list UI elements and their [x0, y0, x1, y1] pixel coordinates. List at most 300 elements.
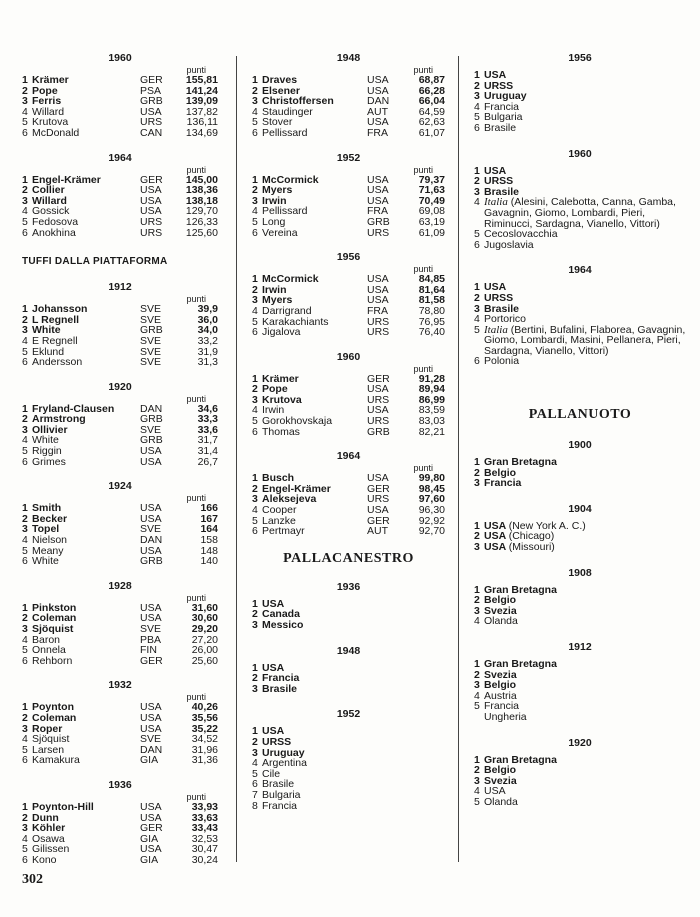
score: 36,0 [197, 313, 218, 326]
nation-code: CAN [140, 126, 163, 139]
rank: 5 [474, 795, 480, 808]
rank: 3 [474, 90, 480, 103]
result-row [22, 834, 218, 845]
athlete-name: Onnela [32, 645, 66, 656]
score: 139,09 [185, 95, 218, 108]
score: 86,99 [418, 393, 445, 406]
nation-code: PBA [140, 633, 162, 646]
result-row [22, 435, 218, 446]
score: 97,60 [418, 493, 445, 506]
athlete-name: Sjöquist [32, 624, 74, 635]
rank: 6 [252, 326, 258, 339]
athlete-name: White [32, 325, 61, 336]
result-row [252, 96, 445, 107]
rank: 3 [474, 604, 480, 617]
rank: 1 [22, 402, 28, 415]
rank: 2 [252, 283, 258, 296]
team-name: Italia [484, 196, 508, 209]
athlete-name: Dunn [32, 812, 59, 824]
rank: 1 [474, 753, 480, 766]
result-row [22, 75, 218, 86]
points-label: punti [186, 493, 206, 504]
rank: 2 [252, 84, 258, 97]
year-heading: 1936 [108, 778, 132, 791]
rank: 1 [474, 658, 480, 670]
team-name: USA [484, 530, 506, 543]
year-heading: 1956 [568, 52, 592, 64]
score: 68,87 [418, 74, 445, 86]
team-name: Belgio [484, 594, 517, 607]
athlete-name: Pertmayr [262, 526, 305, 537]
rank: 6 [474, 121, 480, 134]
result-row [22, 357, 218, 368]
team-row [474, 240, 686, 251]
score: 62,63 [418, 116, 445, 129]
team-note: (Bertini, Bufalini, Flaborea, Gavagnin, Giomo, Lombardi, Masini, Pellanera, Pieri, Sardagna, Vianello, Vittori) [484, 323, 686, 357]
rank: 5 [252, 116, 258, 129]
nation-code: USA [140, 711, 162, 724]
rank: 2 [474, 764, 480, 777]
nation-code: URS [140, 215, 163, 228]
athlete-name: Stover [262, 117, 293, 128]
score: 92,70 [418, 525, 445, 538]
team-name: Cile [262, 767, 281, 780]
year-heading: 1956 [336, 251, 361, 264]
score: 99,80 [418, 472, 445, 485]
rank: 1 [474, 164, 480, 177]
result-row [22, 734, 218, 745]
rank: 2 [474, 291, 480, 304]
score: 31,7 [197, 434, 218, 447]
score: 61,09 [418, 226, 445, 239]
team-name: Gran Bretagna [484, 753, 557, 766]
section-title: PALLANUOTO [528, 407, 632, 423]
rank: 1 [252, 273, 258, 286]
rank: 3 [22, 722, 28, 735]
nation-code: GER [367, 482, 390, 495]
rank: 2 [252, 482, 258, 495]
athlete-name: Meany [32, 545, 64, 557]
results-block [252, 708, 445, 811]
team-note: (Alesini, Calebotta, Canna, Gamba, Gavagnin, Giomo, Lombardi, Pieri, Riminucci, Sardagna, Vianello, Vittori) [484, 196, 676, 230]
score: 31,3 [197, 356, 218, 369]
rank: 2 [22, 811, 28, 824]
score: 34,0 [197, 324, 218, 337]
rank: 1 [474, 281, 480, 294]
results-block [22, 381, 218, 468]
score: 148 [200, 544, 218, 557]
result-row [252, 75, 445, 86]
score: 33,43 [191, 822, 218, 835]
rank: 6 [252, 126, 258, 139]
athlete-name: Poynton-Hill [32, 801, 94, 813]
score: 76,95 [418, 315, 445, 328]
rank: 1 [252, 472, 258, 485]
result-row [22, 414, 218, 425]
rank: 4 [252, 404, 258, 417]
results-block [22, 152, 218, 239]
column-divider [458, 56, 459, 862]
result-row [252, 86, 445, 97]
rank: 4 [474, 313, 480, 326]
team-row [474, 797, 686, 808]
team-name: Francia [484, 100, 520, 113]
year-heading: 1924 [108, 480, 132, 493]
nation-code: SVE [140, 303, 162, 316]
result-row [22, 745, 218, 756]
team-entry [484, 240, 686, 251]
nation-code: USA [367, 194, 389, 207]
result-row [252, 427, 445, 438]
team-name: Uruguay [484, 90, 527, 103]
team-entry [484, 542, 686, 553]
athlete-name: White [32, 556, 59, 567]
team-note: (Chicago) [508, 530, 555, 543]
rank: 1 [22, 173, 28, 186]
rank: 4 [22, 334, 28, 347]
rank: 3 [252, 682, 258, 695]
athlete-name: Andersson [32, 357, 83, 368]
nation-code: USA [140, 601, 162, 614]
nation-code: USA [140, 184, 162, 197]
rank: 3 [474, 774, 480, 787]
results-block [252, 52, 445, 139]
rank: 2 [252, 184, 258, 197]
athlete-name: Pellissard [262, 127, 308, 139]
rank: 4 [22, 733, 28, 746]
result-row [252, 295, 445, 306]
score: 66,04 [418, 95, 445, 108]
team-note: (New York A. C.) [508, 519, 586, 532]
score: 31,36 [191, 754, 218, 767]
result-row [22, 425, 218, 436]
rank: 1 [474, 69, 480, 81]
rank: 1 [474, 519, 480, 532]
team-name: URSS [484, 79, 514, 92]
rank: 4 [22, 832, 28, 845]
rank: 6 [252, 525, 258, 538]
team-row [252, 684, 445, 695]
athlete-name: Krämer [262, 373, 299, 385]
nation-code: GER [140, 822, 163, 835]
score: 31,9 [197, 345, 218, 358]
team-name: Svezia [484, 604, 517, 617]
team-name: URSS [262, 735, 292, 748]
result-row [252, 473, 445, 484]
nation-code: USA [140, 205, 162, 218]
nation-code: SVE [140, 345, 162, 358]
team-row [474, 197, 686, 229]
rank: 6 [252, 226, 258, 239]
team-name: Belgio [484, 679, 517, 692]
team-entry [484, 616, 686, 627]
section-title: TUFFI DALLA PIATTAFORMA [22, 256, 168, 268]
score: 64,59 [418, 105, 445, 118]
team-entry [484, 478, 686, 489]
team-name: USA [262, 661, 285, 674]
athlete-name: Pope [32, 85, 58, 97]
athlete-name: Rehborn [32, 655, 73, 667]
nation-code: FRA [367, 304, 388, 317]
year-heading: 1960 [108, 52, 132, 64]
athlete-name: Collier [32, 185, 65, 196]
rank: 4 [474, 100, 480, 113]
rank: 8 [252, 799, 258, 812]
nation-code: GIA [140, 754, 159, 767]
result-row [22, 813, 218, 824]
score: 30,24 [191, 853, 218, 866]
score: 70,49 [418, 194, 445, 207]
nation-code: GER [140, 654, 163, 667]
year-heading: 1920 [568, 736, 592, 749]
nation-code: AUT [367, 105, 388, 118]
score: 158 [200, 534, 218, 547]
rank: 2 [474, 79, 480, 92]
team-name: Francia [262, 672, 300, 685]
athlete-name: McCormick [262, 174, 319, 186]
results-block [474, 148, 686, 251]
year-heading: 1900 [568, 439, 592, 452]
team-name: URSS [484, 291, 514, 304]
rank: 6 [22, 455, 28, 468]
team-name: Brasile [484, 302, 520, 315]
result-row [22, 128, 218, 139]
rank: 5 [252, 514, 258, 527]
score: 27,20 [191, 633, 218, 646]
athlete-name: Smith [32, 503, 62, 514]
score: 33,93 [191, 800, 218, 813]
rank: 1 [22, 601, 28, 614]
rank: 4 [474, 615, 480, 628]
athlete-name: Gorokhovskaja [262, 416, 333, 427]
result-row [22, 446, 218, 457]
team-name: Messico [262, 619, 304, 631]
athlete-name: Anokhina [32, 227, 76, 239]
score: 31,96 [191, 743, 218, 756]
team-entry [484, 166, 686, 177]
team-entry [484, 776, 686, 787]
result-row [22, 304, 218, 315]
team-row [474, 616, 686, 627]
score: 134,69 [185, 126, 218, 139]
score: 138,36 [185, 184, 218, 197]
rank: 2 [22, 184, 28, 197]
nation-code: USA [140, 512, 162, 525]
nation-code: DAN [140, 402, 163, 415]
result-row [22, 823, 218, 834]
score: 30,47 [191, 843, 218, 856]
rank: 3 [474, 185, 480, 198]
athlete-name: Krutova [32, 117, 69, 128]
score: 26,00 [191, 644, 218, 657]
column-right [474, 52, 686, 822]
team-name: Italia [484, 323, 508, 336]
rank: 3 [252, 95, 258, 108]
team-name: Francia [484, 700, 520, 713]
rank: 3 [474, 679, 480, 692]
points-label: punti [186, 393, 206, 404]
year-heading: 1912 [568, 641, 592, 653]
team-name: USA [484, 519, 506, 532]
result-row [22, 404, 218, 415]
rank: 3 [252, 294, 258, 307]
score: 34,6 [197, 402, 218, 415]
team-name: USA [484, 785, 506, 798]
rank: 2 [252, 672, 258, 685]
nation-code: USA [140, 701, 162, 714]
athlete-name: Riggin [32, 446, 62, 457]
team-row [252, 758, 445, 769]
result-row [252, 516, 445, 527]
team-row [252, 620, 445, 631]
score: 30,60 [191, 612, 218, 625]
result-row [22, 503, 218, 514]
results-block [22, 52, 218, 139]
athlete-name: Ollivier [32, 424, 68, 436]
result-row [252, 206, 445, 217]
athlete-name: Long [262, 216, 286, 228]
score: 164 [200, 523, 218, 536]
results-block [474, 439, 686, 489]
rank: 3 [22, 523, 28, 536]
score: 83,03 [418, 415, 445, 428]
athlete-name: Eklund [32, 346, 65, 358]
result-row [252, 217, 445, 228]
results-block [474, 503, 686, 553]
athlete-name: Draves [262, 75, 298, 86]
rank: 5 [474, 700, 480, 713]
nation-code: USA [140, 722, 162, 735]
score: 31,4 [197, 445, 218, 458]
team-name: Polonia [484, 355, 520, 368]
team-name: Cecoslovacchia [484, 228, 558, 241]
team-row [474, 701, 686, 722]
rank: 3 [252, 493, 258, 506]
result-row [22, 844, 218, 855]
section-title: PALLACANESTRO [283, 550, 414, 566]
score: 26,7 [197, 455, 218, 468]
rank: 3 [22, 822, 28, 835]
score: 84,85 [418, 273, 445, 286]
team-name: Canada [262, 608, 300, 621]
nation-code: USA [140, 811, 162, 824]
result-row [22, 457, 218, 468]
team-row [474, 123, 686, 134]
rank: 2 [252, 383, 258, 396]
team-entry [484, 70, 686, 81]
athlete-name: Jigalova [262, 327, 301, 338]
rank: 2 [252, 735, 258, 748]
team-entry [484, 197, 686, 229]
year-heading: 1912 [108, 281, 132, 294]
points-label: punti [413, 463, 433, 474]
rank: 4 [252, 105, 258, 118]
rank: 4 [474, 196, 480, 209]
rank: 1 [252, 74, 258, 86]
athlete-name: Osawa [32, 833, 65, 845]
team-entry [262, 758, 445, 769]
nation-code: GRB [367, 425, 390, 438]
points-label: punti [413, 65, 433, 75]
rank: 1 [22, 701, 28, 714]
nation-code: USA [140, 544, 162, 557]
rank: 4 [474, 689, 480, 702]
rank: 3 [22, 194, 28, 207]
result-row [22, 546, 218, 557]
score: 33,3 [197, 413, 218, 426]
athlete-name: Krutova [262, 394, 302, 406]
nation-code: GRB [367, 215, 390, 228]
team-name: Ungheria [484, 710, 527, 723]
rank: 2 [22, 413, 28, 426]
rank: 4 [252, 304, 258, 317]
athlete-name: Busch [262, 473, 295, 484]
score: 91,28 [418, 372, 445, 385]
score: 81,58 [418, 294, 445, 307]
rank: 2 [474, 668, 480, 681]
team-entry [484, 123, 686, 134]
team-entry [262, 620, 445, 631]
nation-code: DAN [140, 743, 163, 756]
rank: 3 [252, 619, 258, 631]
nation-code: USA [367, 184, 389, 197]
score: 96,30 [418, 504, 445, 517]
rank: 4 [22, 633, 28, 646]
points-label: punti [186, 65, 206, 75]
score: 136,11 [186, 116, 218, 129]
rank: 6 [22, 555, 28, 568]
score: 78,80 [418, 304, 445, 317]
result-row [22, 855, 218, 866]
team-name: Francia [484, 477, 522, 490]
result-row [252, 494, 445, 505]
points-label: punti [413, 164, 433, 175]
result-row [252, 228, 445, 239]
rank: 1 [22, 74, 28, 86]
score: 61,07 [418, 126, 445, 139]
result-row [252, 526, 445, 537]
athlete-name: Pellissard [262, 206, 308, 217]
rank: 4 [252, 205, 258, 218]
score: 32,53 [191, 832, 218, 845]
score: 167 [200, 512, 218, 525]
team-entry [484, 325, 686, 357]
athlete-name: Thomas [262, 426, 300, 438]
year-heading: 1928 [108, 579, 132, 592]
year-heading: 1908 [568, 566, 592, 579]
nation-code: USA [367, 504, 389, 517]
result-row [252, 117, 445, 128]
rank: 3 [252, 746, 258, 759]
score: 31,60 [191, 601, 218, 614]
team-entry [484, 282, 686, 293]
team-row [474, 356, 686, 367]
points-label: punti [186, 294, 206, 305]
results-block [474, 567, 686, 627]
rank: 2 [22, 313, 28, 326]
nation-code: USA [140, 455, 162, 468]
score: 166 [200, 502, 218, 515]
score: 71,63 [418, 184, 445, 197]
nation-code: DAN [140, 534, 163, 547]
nation-code: GER [367, 372, 390, 385]
result-row [22, 713, 218, 724]
team-name: Bulgaria [262, 788, 301, 801]
score: 89,94 [418, 383, 445, 396]
nation-code: GER [140, 74, 163, 86]
athlete-name: Elsener [262, 85, 300, 97]
rank: 3 [22, 324, 28, 337]
